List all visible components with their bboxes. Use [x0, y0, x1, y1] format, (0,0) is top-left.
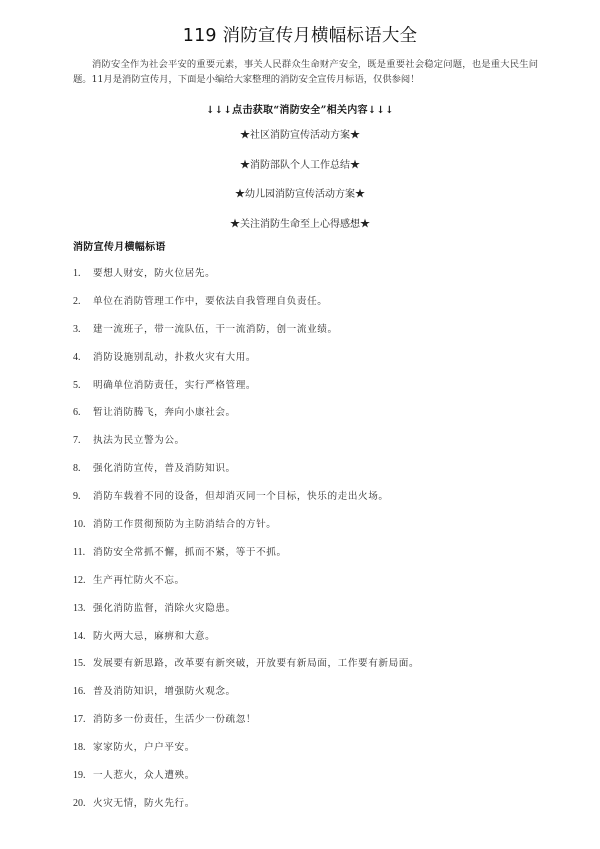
slogan-text: 消防多一份责任，生活少一份疏忽！ — [93, 714, 257, 726]
related-content-heading: ↓↓↓点击获取“消防安全”相关内容↓↓↓ — [206, 105, 394, 116]
slogan-text: 建一流班子，带一流队伍，干一流消防，创一流业绩。 — [93, 323, 338, 335]
slogan-number: 6. — [73, 407, 81, 419]
slogan-text: 消防安全常抓不懈，抓而不紧，等于不抓。 — [93, 546, 287, 558]
slogan-number: 7. — [73, 435, 81, 447]
slogan-number: 19. — [73, 770, 86, 782]
slogan-number: 4. — [73, 351, 81, 363]
slogan-number: 18. — [73, 742, 86, 754]
slogan-text: 消防工作贯彻预防为主防消结合的方针。 — [93, 519, 277, 531]
slogan-number: 12. — [73, 574, 86, 586]
slogan-item — [73, 714, 553, 742]
slogan-item — [73, 463, 553, 491]
slogan-number: 8. — [73, 463, 81, 475]
slogan-item — [73, 798, 553, 826]
slogan-number: 9. — [73, 491, 81, 503]
slogan-item — [73, 575, 553, 603]
slogan-item — [73, 296, 553, 324]
slogan-number: 16. — [73, 686, 86, 698]
slogan-item — [73, 435, 553, 463]
related-link-kindergarten-plan[interactable]: ★幼儿园消防宣传活动方案★ — [235, 189, 365, 200]
page-title: 119 消防宣传月横幅标语大全 — [182, 26, 418, 46]
slogan-text: 火灾无情，防火先行。 — [93, 797, 195, 809]
slogan-number: 17. — [73, 714, 86, 726]
slogan-item — [73, 268, 553, 296]
slogan-item — [73, 352, 553, 380]
slogan-text: 一人惹火，众人遭殃。 — [93, 770, 195, 782]
slogan-item — [73, 742, 553, 770]
slogan-text: 发展要有新思路，改革要有新突破，开放要有新局面，工作要有新局面。 — [93, 658, 420, 670]
slogan-text: 暂让消防腾飞，奔向小康社会。 — [93, 407, 236, 419]
slogan-text: 要想人财安，防火位居先。 — [93, 268, 216, 279]
slogan-number: 5. — [73, 379, 81, 391]
slogan-text: 生产再忙防火不忘。 — [93, 574, 185, 586]
slogan-number: 11. — [73, 546, 86, 558]
slogan-text: 执法为民立警为公。 — [93, 435, 185, 447]
slogan-item — [73, 686, 553, 714]
slogan-text: 普及消防知识，增强防火观念。 — [93, 686, 236, 698]
slogan-text: 防火两大忌，麻痹和大意。 — [93, 630, 216, 642]
slogan-number: 10. — [73, 519, 86, 531]
slogan-text: 消防车载着不同的设备，但却消灭同一个目标，快乐的走出火场。 — [93, 491, 389, 503]
slogan-item — [73, 380, 553, 408]
slogan-text: 单位在消防管理工作中，要依法自我管理自负责任。 — [93, 295, 328, 307]
slogan-item — [73, 770, 553, 798]
slogan-number: 3. — [73, 323, 81, 335]
slogan-text: 明确单位消防责任，实行严格管理。 — [93, 379, 257, 391]
slogan-item — [73, 491, 553, 519]
slogan-item — [73, 407, 553, 435]
slogan-text: 强化消防监督，消除火灾隐患。 — [93, 602, 236, 614]
slogan-item — [73, 658, 553, 686]
slogan-number: 14. — [73, 630, 86, 642]
slogan-item — [73, 631, 553, 659]
slogan-item — [73, 519, 553, 547]
slogan-number: 13. — [73, 602, 86, 614]
related-link-community-plan[interactable]: ★社区消防宣传活动方案★ — [240, 130, 360, 141]
slogan-text: 消防设施别乱动，扑救火灾有大用。 — [93, 351, 257, 363]
slogan-item — [73, 324, 553, 352]
related-link-firefighter-summary[interactable]: ★消防部队个人工作总结★ — [240, 159, 360, 171]
slogan-number: 2. — [73, 295, 81, 307]
slogan-number: 1. — [73, 268, 81, 279]
slogan-text: 家家防火，户户平安。 — [93, 742, 195, 754]
section-title: 消防宣传月横幅标语 — [73, 242, 166, 253]
related-links — [0, 128, 600, 246]
slogan-item — [73, 603, 553, 631]
slogan-list — [73, 268, 553, 826]
slogan-text: 强化消防宣传，普及消防知识。 — [93, 463, 236, 475]
slogan-number: 15. — [73, 658, 86, 670]
intro-paragraph: 消防安全作为社会平安的重要元素，事关人民群众生命财产安全，既是重要社会稳定问题，也是重大民生问题。11月是消防宣传月，下面是小编给大家整理的消防安全宣传月标语，仅供参阅！ — [73, 59, 538, 85]
slogan-number: 20. — [73, 797, 86, 809]
related-link-reflection[interactable]: ★关注消防生命至上心得感想★ — [230, 218, 370, 230]
slogan-item — [73, 547, 553, 575]
